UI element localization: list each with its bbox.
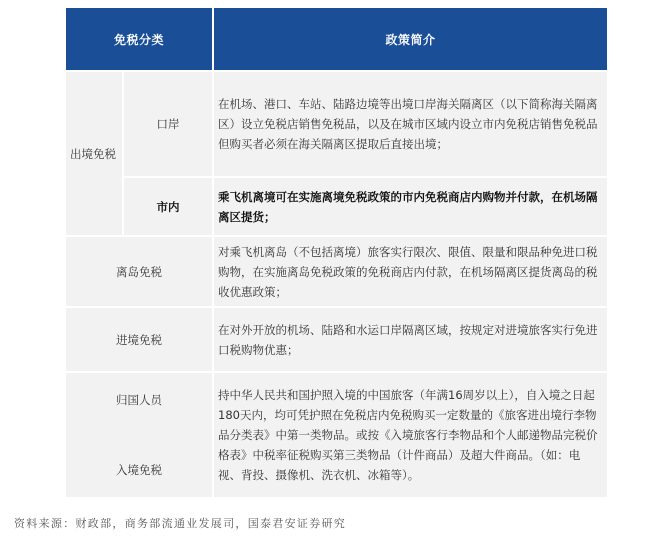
city-policy-text: 乘飞机离境可在实施离境免税政策的市内免税商店内购物并付款，在机场隔离区提货； [214,178,607,235]
table-row-exit-port [66,72,607,176]
source-note: 资料来源：财政部，商务部流通业发展司，国泰君安证券研究 [14,517,347,530]
header-policy: 政策简介 [214,8,607,70]
island-policy-text: 对乘飞机离岛（不包括离境）旅客实行限次、限值、限量和限品种免进口税购物，在实施离岛免税政策的免税商店内付款，在机场隔离区提货离岛的税收优惠政策； [214,237,607,306]
city-label: 市内 [124,178,212,235]
table-row-exit-city [66,178,607,235]
entry-duty-free-label: 入境免税 [116,463,162,477]
table-row-island [66,237,607,306]
inbound-duty-free-label: 进境免税 [66,308,212,371]
returnee-label: 归国人员 [116,393,162,407]
entry-duty-free-cell [66,373,212,497]
exit-duty-free-label: 出境免税 [66,72,122,235]
policy-table [64,6,609,499]
table-row-inbound [66,308,607,371]
island-duty-free-label: 离岛免税 [66,237,212,306]
table-row-entry [66,373,607,497]
port-label: 口岸 [124,72,212,176]
duty-free-policy-table [66,8,607,499]
inbound-policy-text: 在对外开放的机场、陆路和水运口岸隔离区域，按规定对进境旅客实行免进口税购物优惠； [214,308,607,371]
port-policy-text: 在机场、港口、车站、陆路边境等出境口岸海关隔离区（以下简称海关隔离区）设立免税店销售免税品，以及在城市区域内设立市内免税店销售免税品但购买者必须在海关隔离区提取后直接出境； [214,72,607,176]
entry-policy-text: 持中华人民共和国护照入境的中国旅客（年满16周岁以上），自入境之日起180天内，均可凭护照在免税店内免税购买一定数量的《旅客进出境行李物品分类表》中第一类物品。或按《入境旅客行李物品和个人邮递物品完税价格表》中税率征税购买第三类物品（计件商品）及超大件商品。（如：电视、背投、摄像机、洗衣机、冰箱等）。 [214,373,607,497]
header-category: 免税分类 [66,8,212,70]
table-header-row [66,8,607,70]
